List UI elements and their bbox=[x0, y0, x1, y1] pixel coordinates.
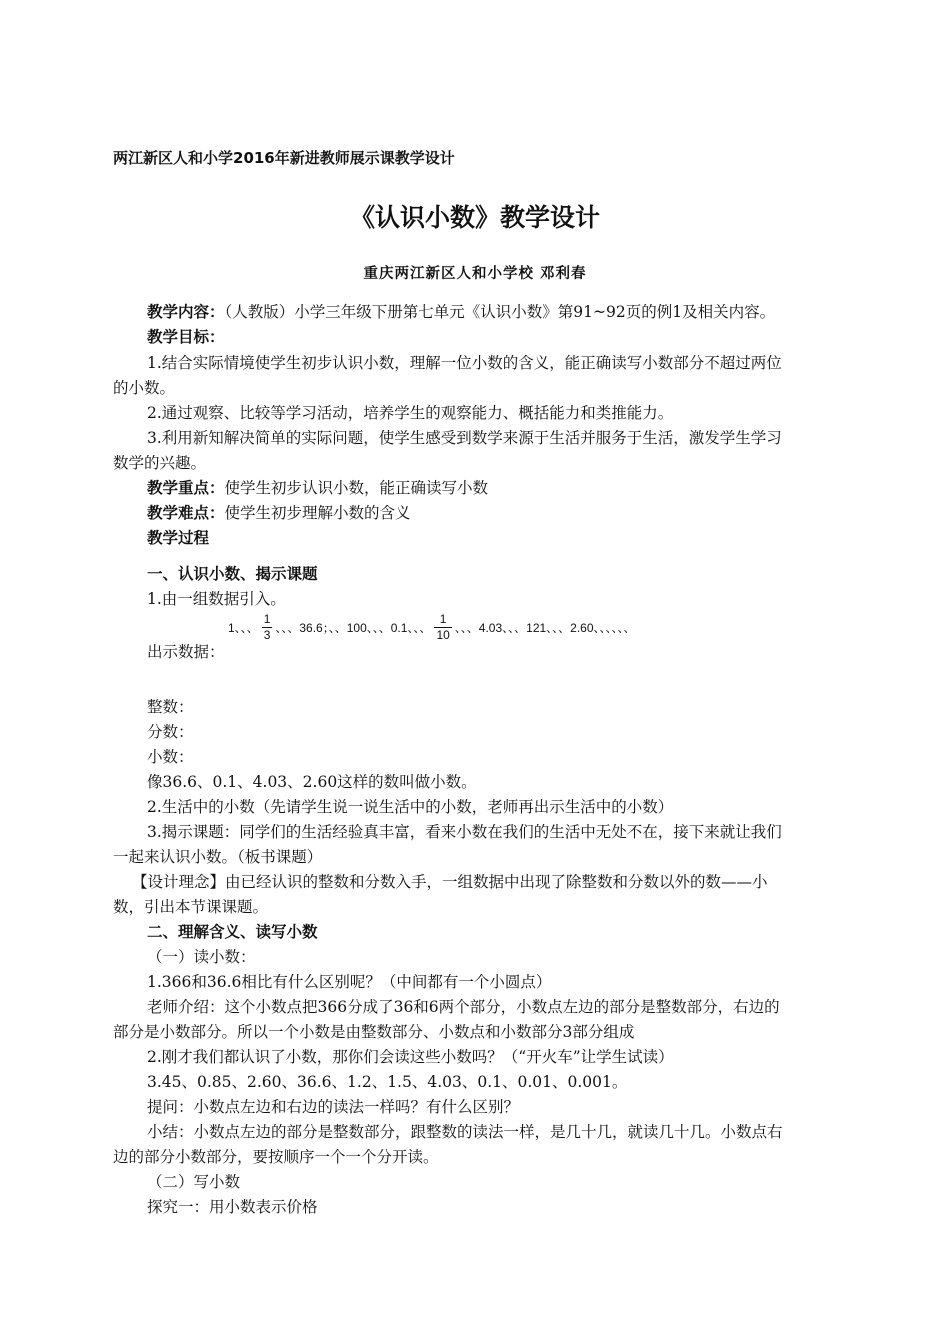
data-segment-c: 、、、4.03、、、121、、、2.60、、、、、、 bbox=[454, 621, 636, 635]
fraction-one-third: $\frac{1}{3}$ bbox=[263, 612, 271, 642]
content-label: 教学内容： bbox=[147, 303, 225, 321]
write-decimals-label: （二）写小数 bbox=[147, 1173, 241, 1191]
goal-1a: 1.结合实际情境使学生初步认识小数，理解一位小数的含义，能正确读写小数部分不超过两位 bbox=[147, 354, 782, 372]
content-text: （人教版）小学三年级下册第七单元《认识小数》第91~92页的例1及相关内容。 bbox=[224, 303, 776, 321]
content-line bbox=[147, 300, 837, 325]
goal-1b: 的小数。 bbox=[113, 379, 176, 397]
step-3b: 一起来认识小数。（板书课题） bbox=[113, 848, 323, 866]
step-3a: 3.揭示课题：同学们的生活经验真丰富，看来小数在我们的生活中无处不在，接下来就让我们 bbox=[147, 823, 782, 841]
summary-b: 边的部分小数部分，要按顺序一个一个分开读。 bbox=[113, 1148, 439, 1166]
step-2: 2.生活中的小数（先请学生说一说生活中的小数，老师再出示生活中的小数） bbox=[147, 798, 674, 816]
key-point-line bbox=[147, 476, 837, 501]
number-data-row bbox=[228, 612, 636, 643]
key-point-label: 教学重点： bbox=[147, 479, 225, 497]
fractions-label: 分数： bbox=[147, 723, 194, 741]
design-note-a: 【设计理念】由已经认识的整数和分数入手，一组数据中出现了除整数和分数以外的数——小 bbox=[132, 873, 768, 891]
decimal-list: 3.45、0.85、2.60、36.6、1.2、1.5、4.03、0.1、0.01、0.001。 bbox=[147, 1073, 628, 1091]
show-data-label: 出示数据： bbox=[147, 643, 225, 661]
document-title: 《认识小数》教学设计 bbox=[349, 203, 600, 232]
ask-question: 提问：小数点左边和右边的读法一样吗？有什么区别？ bbox=[147, 1098, 520, 1116]
decimals-label: 小数： bbox=[147, 748, 194, 766]
goal-3a: 3.利用新知解决简单的实际问题，使学生感受到数学来源于生活并服务于生活，激发学生学习 bbox=[147, 429, 782, 447]
teacher-intro-a: 老师介绍：这个小数点把366分成了36和6两个部分，小数点左边的部分是整数部分，右边的 bbox=[147, 998, 780, 1016]
summary-a: 小结：小数点左边的部分是整数部分，跟整数的读法一样，是几十几，就读几十几。小数点右 bbox=[147, 1123, 783, 1141]
step-1: 1.由一组数据引入。 bbox=[147, 590, 286, 608]
goals-label: 教学目标： bbox=[147, 328, 225, 346]
process-label: 教学过程 bbox=[147, 529, 210, 547]
question-1: 1.366和36.6相比有什么区别呢？（中间都有一个小圆点） bbox=[147, 973, 552, 991]
fraction-one-tenth: $\frac{1}{10}$ bbox=[436, 612, 450, 642]
data-segment-b: 、、、36.6；、、100、、、0.1、、、 bbox=[275, 621, 432, 635]
teacher-intro-b: 部分是小数部分。所以一个小数是由整数部分、小数点和小数部分3部分组成 bbox=[113, 1023, 635, 1041]
difficulty-line bbox=[147, 501, 837, 526]
key-point-text: 使学生初步认识小数，能正确读写小数 bbox=[224, 479, 489, 497]
section-1-heading: 一、认识小数、揭示课题 bbox=[147, 565, 318, 583]
question-2: 2.刚才我们都认识了小数，那你们会读这些小数吗？（“开火车”让学生试读） bbox=[147, 1048, 674, 1066]
goal-3b: 数学的兴趣。 bbox=[113, 454, 207, 472]
data-segment-a: 1、、、 bbox=[228, 621, 259, 635]
difficulty-label: 教学难点： bbox=[147, 504, 225, 522]
author-line: 重庆两江新区人和小学校 邓利春 bbox=[363, 265, 587, 282]
difficulty-text: 使学生初步理解小数的含义 bbox=[224, 504, 411, 522]
section-2-heading: 二、理解含义、读写小数 bbox=[147, 923, 318, 941]
goal-2: 2.通过观察、比较等学习活动，培养学生的观察能力、概括能力和类推能力。 bbox=[147, 404, 674, 422]
explore-1: 探究一：用小数表示价格 bbox=[147, 1198, 318, 1216]
document-header: 两江新区人和小学2016年新进教师展示课教学设计 bbox=[113, 149, 455, 167]
design-note-b: 数，引出本节课课题。 bbox=[113, 898, 269, 916]
integers-label: 整数： bbox=[147, 698, 194, 716]
decimal-definition: 像36.6、0.1、4.03、2.60这样的数叫做小数。 bbox=[147, 773, 477, 791]
read-decimals-label: （一）读小数： bbox=[147, 948, 256, 966]
